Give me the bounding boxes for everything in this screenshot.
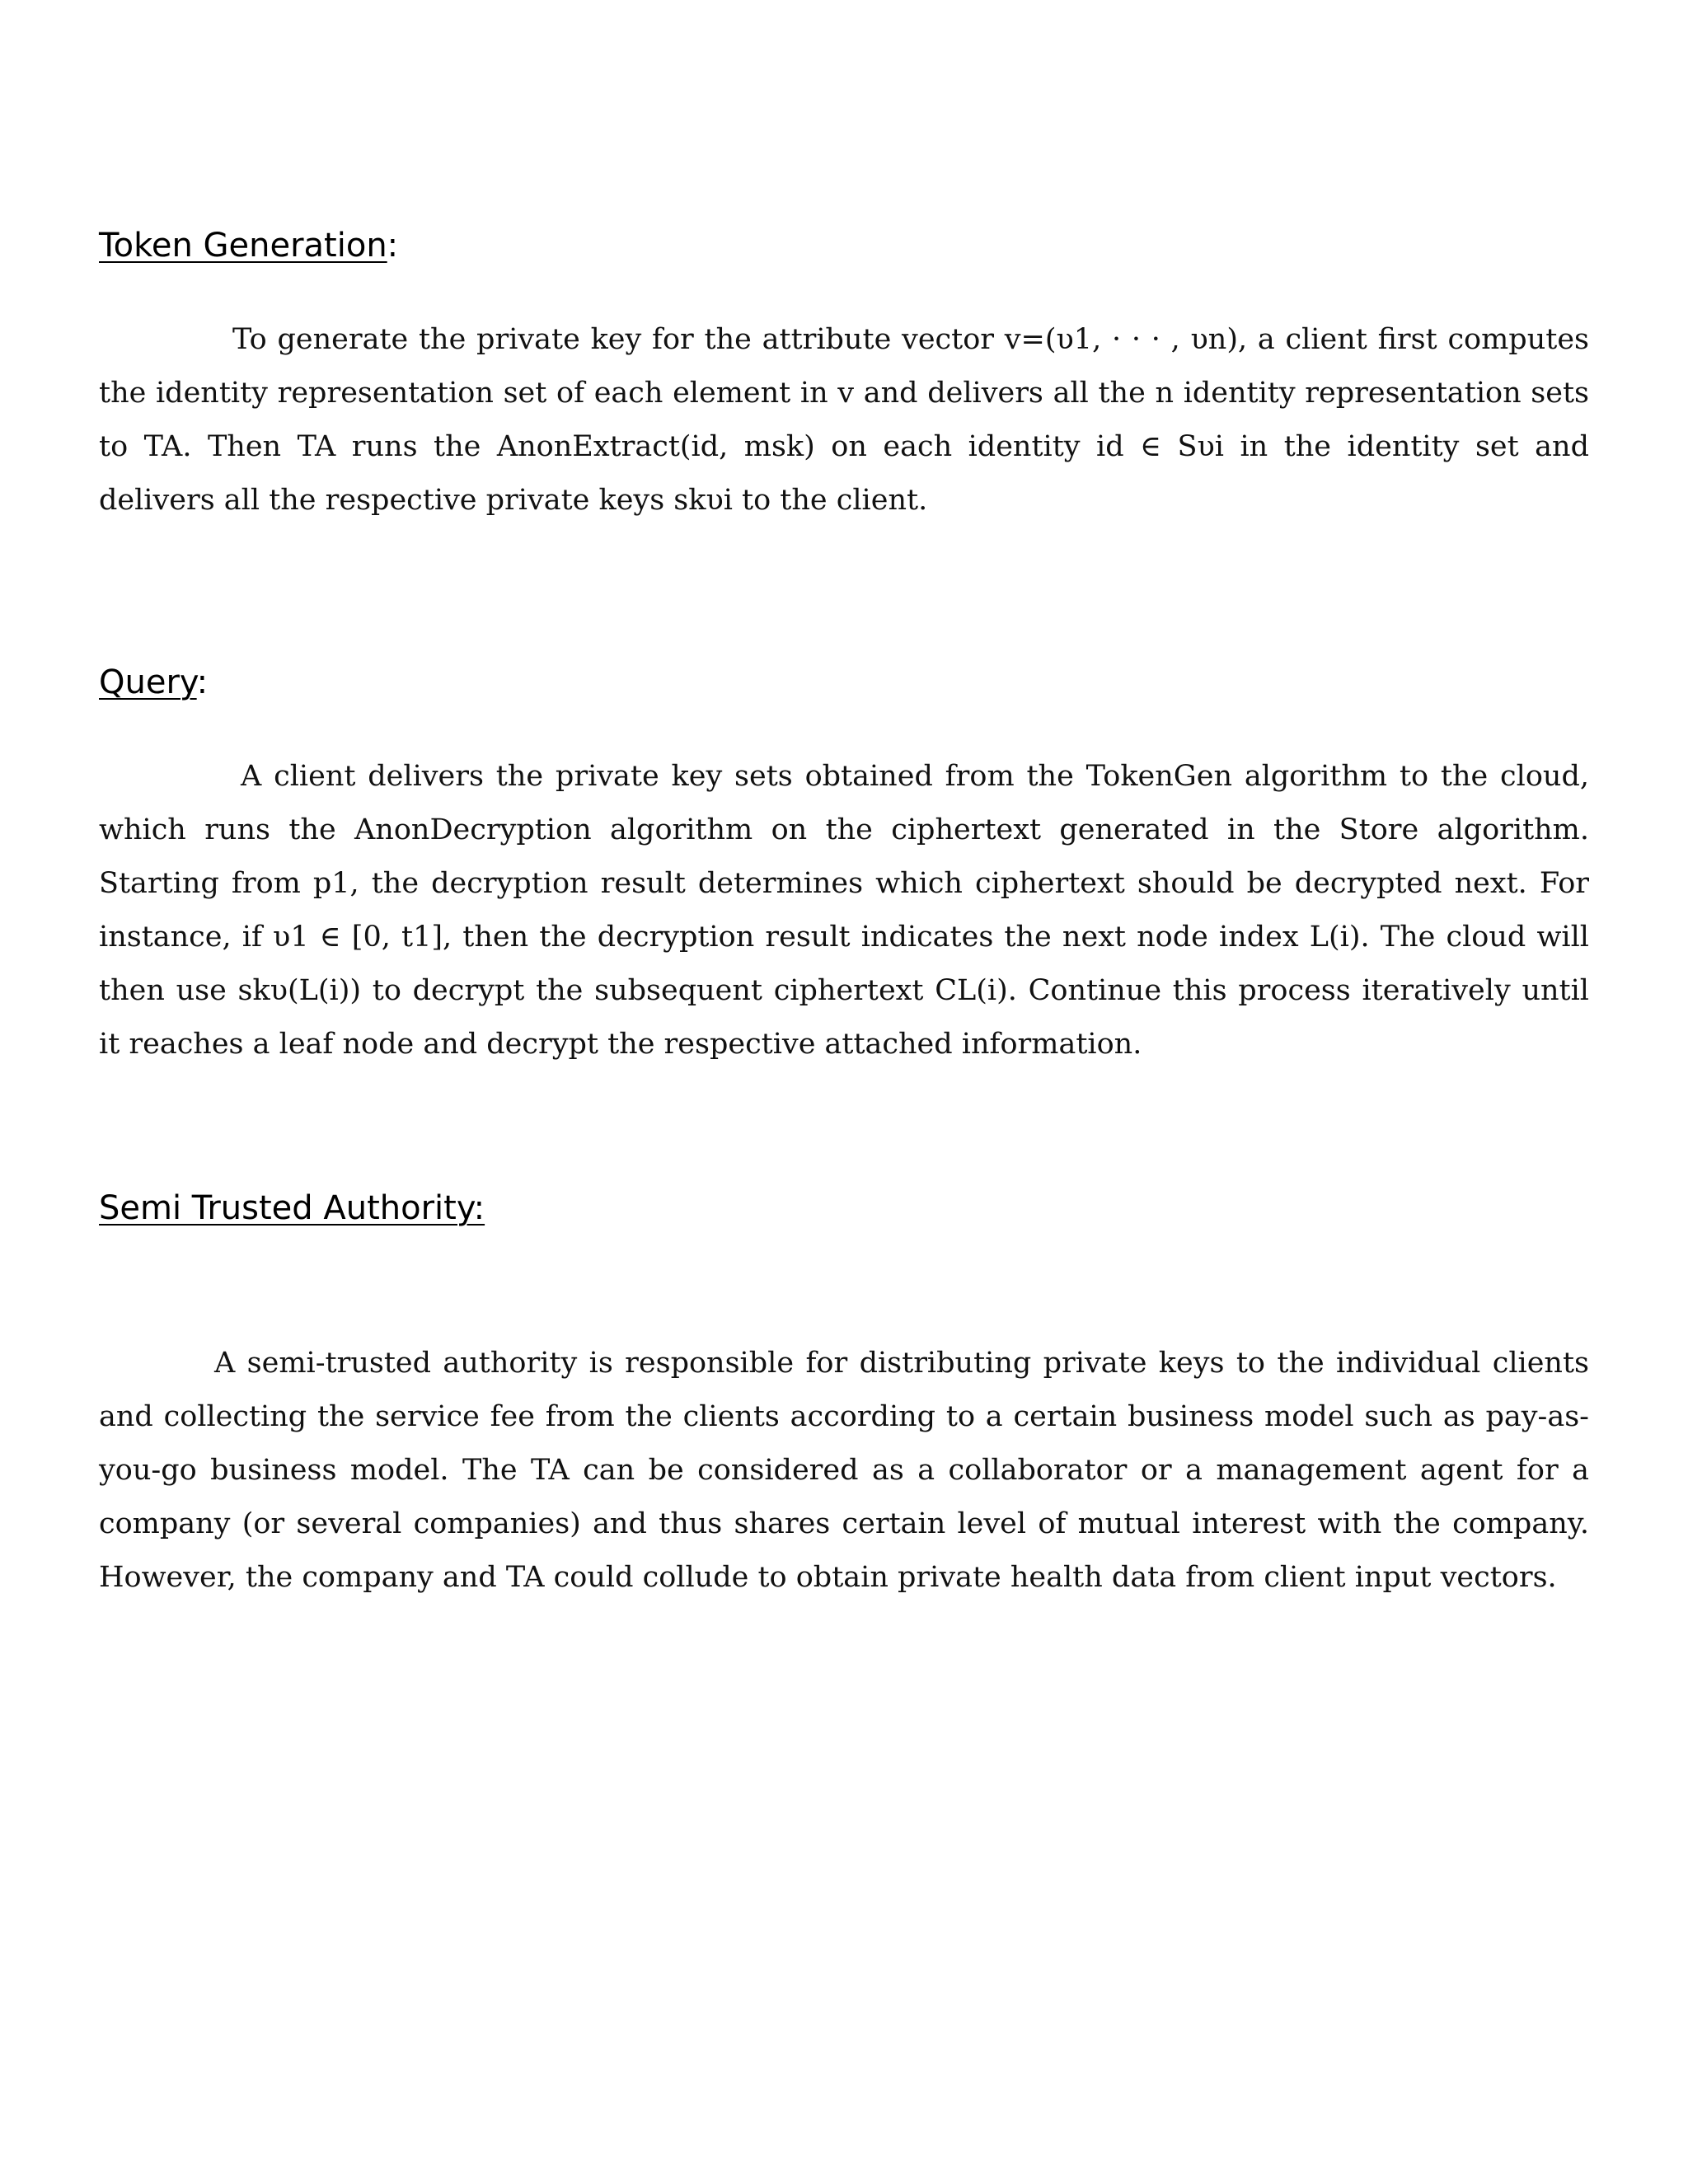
- paragraph-line: and collecting the service fee from the clients according to a certain business model such as pay-as-: [99, 1400, 1589, 1433]
- paragraph-line: the identity representation set of each element in v and delivers all the n identity representation sets: [99, 377, 1589, 410]
- paragraph-line: company (or several companies) and thus shares certain level of mutual interest with the company.: [99, 1507, 1589, 1540]
- heading-colon: :: [387, 227, 399, 265]
- paragraph-line: it reaches a leaf node and decrypt the respective attached information.: [99, 1028, 1142, 1061]
- paragraph-line: A semi-trusted authority is responsible for distributing private keys to the individual clients: [214, 1347, 1589, 1380]
- heading-text: Token Generation: [99, 227, 387, 265]
- paragraph-line: you-go business model. The TA can be considered as a collaborator or a management agent for a: [99, 1454, 1589, 1487]
- paragraph-query: [99, 750, 1589, 1071]
- paragraph-line: However, the company and TA could collude to obtain private health data from client input vectors.: [99, 1561, 1557, 1594]
- paragraph-token-generation: [99, 313, 1589, 527]
- paragraph-line: then use skυ(L(i)) to decrypt the subsequent ciphertext CL(i). Continue this process iteratively until: [99, 974, 1589, 1007]
- paragraph-line: to TA. Then TA runs the AnonExtract(id, msk) on each identity id ∈ Sυi in the identity set and: [99, 430, 1589, 463]
- paragraph-semi-trusted-authority: [99, 1337, 1589, 1605]
- heading-text: Query: [99, 663, 197, 701]
- section-heading: [99, 1187, 1589, 1230]
- heading-text: Semi Trusted Authority:: [99, 1189, 485, 1227]
- paragraph-line: Starting from p1, the decryption result determines which ciphertext should be decrypted next. For: [99, 867, 1589, 900]
- paragraph-line: which runs the AnonDecryption algorithm on the ciphertext generated in the Store algorithm.: [99, 813, 1589, 846]
- paragraph-line: A client delivers the private key sets obtained from the TokenGen algorithm to the cloud,: [241, 760, 1589, 793]
- section-semi-trusted-authority: [99, 1187, 1589, 1230]
- paragraph-line: instance, if υ1 ∈ [0, t1], then the decryption result indicates the next node index L(i). The cloud will: [99, 921, 1589, 954]
- section-query: [99, 661, 1589, 704]
- section-token-generation: [99, 224, 1589, 267]
- paragraph-line: delivers all the respective private keys skυi to the client.: [99, 484, 928, 517]
- section-heading: [99, 224, 1589, 267]
- section-heading: [99, 661, 1589, 704]
- paragraph-line: To generate the private key for the attribute vector v=(υ1, · · · , υn), a client first computes: [232, 323, 1589, 356]
- heading-colon: :: [196, 663, 209, 701]
